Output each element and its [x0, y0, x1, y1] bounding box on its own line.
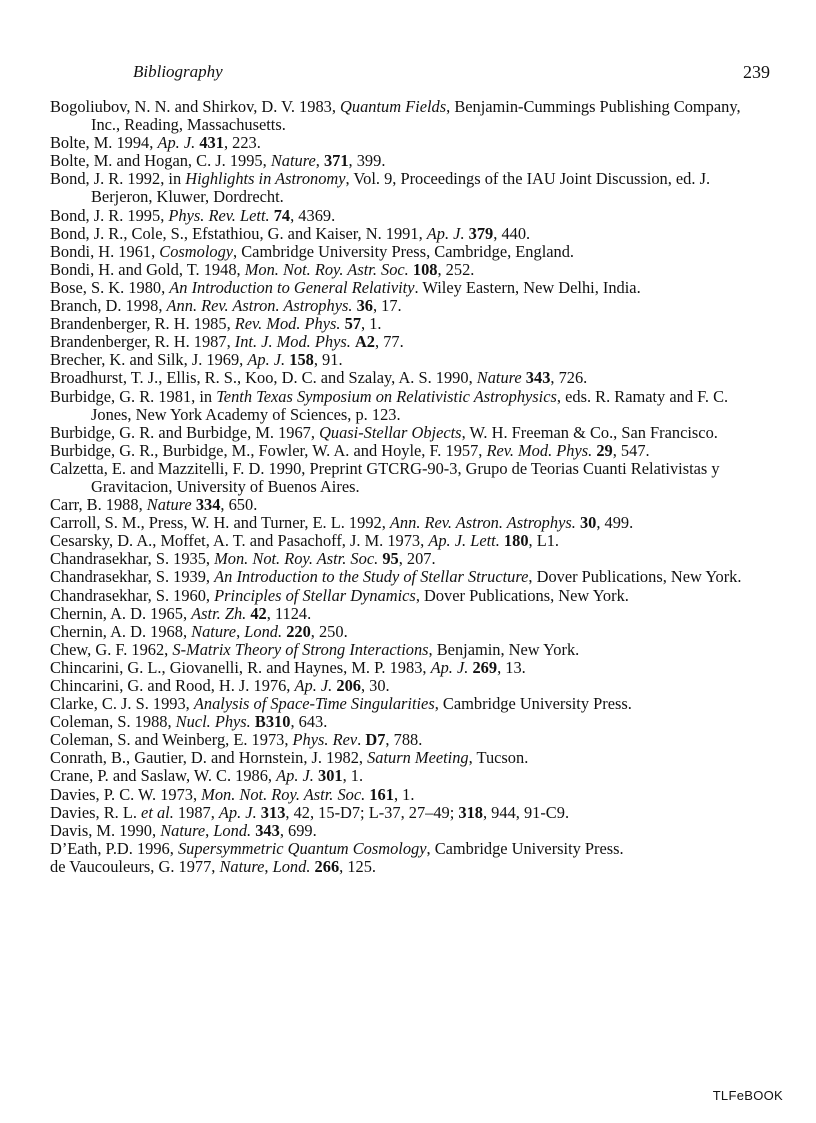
reference-text: Coleman, S. and Weinberg, E. 1973,: [50, 730, 293, 750]
reference-title: Mon. Not. Roy. Astr. Soc.: [214, 549, 379, 569]
reference-volume: 269: [472, 657, 498, 677]
reference-text: 1987,: [173, 802, 219, 822]
reference-volume: 42: [250, 603, 267, 623]
reference-volume: 158: [289, 350, 314, 370]
reference-entry: [50, 568, 772, 586]
reference-text: , 499.: [596, 513, 634, 533]
reference-volume: 343: [255, 820, 280, 840]
reference-title: S-Matrix Theory of Strong Interactions: [172, 639, 429, 659]
reference-title: Ann. Rev. Astron. Astrophys.: [389, 513, 576, 533]
reference-entry: [50, 351, 772, 369]
reference-text: , Cambridge University Press.: [426, 838, 624, 858]
reference-text: , 650.: [220, 495, 258, 515]
reference-entry: [50, 804, 772, 822]
reference-title: Phys. Rev: [292, 730, 358, 750]
reference-entry: [50, 315, 772, 333]
reference-volume: 266: [314, 856, 340, 876]
reference-entry: [50, 442, 772, 460]
reference-entry: [50, 496, 772, 514]
reference-volume: 36: [356, 296, 373, 316]
reference-title: Highlights in Astronomy: [185, 169, 346, 189]
reference-text: Bose, S. K. 1980,: [50, 277, 170, 297]
reference-text: , Dover Publications, New York.: [528, 567, 742, 587]
reference-title: Ap. J.: [276, 766, 314, 786]
reference-title: Nature: [160, 820, 206, 840]
reference-text: Burbidge, G. R., Burbidge, M., Fowler, W. A. and Hoyle, F. 1957,: [50, 440, 487, 460]
reference-volume: 431: [199, 133, 224, 153]
reference-volume: 313: [260, 802, 286, 822]
reference-entry: [50, 514, 772, 532]
reference-text: , 13.: [497, 657, 526, 677]
reference-title: Ap. J.: [426, 223, 465, 243]
reference-text: Bond, J. R., Cole, S., Efstathiou, G. and Kaiser, N. 1991,: [50, 223, 427, 243]
reference-volume: 343: [525, 368, 551, 388]
reference-title: Astr. Zh.: [191, 603, 247, 623]
reference-title: Ann. Rev. Astron. Astrophys.: [166, 296, 353, 316]
reference-title: Nature: [476, 368, 522, 388]
reference-title: Nature: [270, 151, 316, 171]
reference-title: Principles of Stellar Dynamics: [214, 585, 416, 605]
reference-title: Nature: [219, 856, 265, 876]
reference-entry: [50, 731, 772, 749]
reference-text: , 944, 91-C9.: [482, 802, 570, 822]
reference-text: , Cambridge University Press, Cambridge, England.: [233, 241, 575, 261]
reference-volume: 301: [318, 766, 343, 786]
reference-text: , 699.: [279, 820, 317, 840]
reference-text: , W. H. Freeman & Co., San Francisco.: [461, 422, 718, 442]
reference-volume: D7: [365, 730, 386, 750]
reference-text: , 788.: [385, 730, 423, 750]
reference-entry: [50, 388, 772, 424]
reference-text: , 250.: [310, 621, 348, 641]
reference-text: , 91.: [313, 350, 343, 370]
reference-entry: [50, 749, 772, 767]
reference-text: Brecher, K. and Silk, J. 1969,: [50, 350, 248, 370]
reference-volume: 371: [323, 151, 349, 171]
reference-entry: [50, 677, 772, 695]
reference-text: , 223.: [223, 133, 261, 153]
reference-text: Calzetta, E. and Mazzitelli, F. D. 1990, Preprint GTCRG-90-3, Grupo de Teorias Cuanti Relativistas y Gravitacion, University of Buenos Aires.: [50, 458, 720, 496]
reference-entry: [50, 822, 772, 840]
reference-text: , Vol. 9, Proceedings of the IAU Joint Discussion, ed. J. Berjeron, Kluwer, Dordrecht.: [91, 169, 711, 207]
reference-volume: 95: [382, 549, 399, 569]
reference-title: Lond.: [244, 621, 283, 641]
reference-title: Ap. J.: [294, 676, 333, 695]
reference-entry: [50, 98, 772, 134]
reference-volume: 57: [344, 314, 362, 334]
reference-text: Davies, R. L.: [50, 802, 142, 822]
reference-volume: B310: [254, 712, 291, 732]
reference-text: Bondi, H. 1961,: [50, 241, 160, 261]
reference-text: , 1.: [342, 766, 364, 786]
reference-text: , 77.: [375, 332, 404, 352]
reference-text: Bolte, M. and Hogan, C. J. 1995,: [50, 151, 271, 171]
reference-title: Lond.: [272, 856, 311, 876]
reference-text: .: [357, 730, 366, 750]
reference-text: , 125.: [339, 856, 377, 876]
reference-text: , 547.: [612, 440, 650, 460]
reference-text: , Dover Publications, New York.: [415, 585, 629, 605]
reference-text: Branch, D. 1998,: [50, 296, 167, 316]
reference-volume: 29: [596, 440, 613, 460]
reference-text: , 1.: [361, 314, 382, 334]
watermark-label: TLFeBOOK: [712, 1088, 783, 1103]
reference-text: Chandrasekhar, S. 1960,: [50, 585, 215, 605]
reference-text: Davis, M. 1990,: [50, 820, 161, 840]
reference-title: Analysis of Space-Time Singularities: [193, 694, 435, 714]
reference-text: Broadhurst, T. J., Ellis, R. S., Koo, D. C. and Szalay, A. S. 1990,: [50, 368, 477, 388]
reference-title: Nature: [146, 495, 192, 515]
reference-volume: 161: [369, 784, 394, 804]
reference-text: Coleman, S. 1988,: [50, 712, 176, 732]
reference-title: Ap. J. Lett.: [428, 531, 500, 551]
reference-text: Chincarini, G. L., Giovanelli, R. and Haynes, M. P. 1983,: [50, 657, 431, 677]
reference-text: Chandrasekhar, S. 1939,: [50, 567, 215, 587]
reference-entry: [50, 840, 772, 858]
reference-entry: [50, 659, 772, 677]
reference-entry: [50, 858, 772, 876]
reference-text: Chandrasekhar, S. 1935,: [50, 549, 215, 569]
reference-text: , 726.: [550, 368, 588, 388]
reference-entry: [50, 767, 772, 785]
reference-entry: [50, 641, 772, 659]
reference-text: , 643.: [290, 712, 328, 732]
reference-text: , 207.: [398, 549, 436, 569]
reference-title: Supersymmetric Quantum Cosmology: [177, 838, 427, 858]
reference-text: , 1124.: [266, 603, 312, 623]
reference-title: Ap. J.: [157, 133, 196, 153]
reference-text: , 30.: [360, 676, 390, 695]
reference-volume: 30: [579, 513, 597, 533]
reference-text: Bolte, M. 1994,: [50, 133, 158, 153]
reference-entry: [50, 279, 772, 297]
reference-volume: 379: [468, 223, 494, 243]
reference-text: D’Eath, P.D. 1996,: [50, 838, 178, 858]
reference-text: Chernin, A. D. 1965,: [50, 603, 192, 623]
reference-text: Bond, J. R. 1992, in: [50, 169, 186, 189]
reference-text: Bond, J. R. 1995,: [50, 205, 169, 225]
reference-title: An Introduction to the Study of Stellar Structure: [214, 567, 529, 587]
reference-title: Quasi-Stellar Objects: [319, 422, 462, 442]
reference-title: Saturn Meeting: [367, 748, 469, 768]
reference-entry: [50, 532, 772, 550]
reference-entry: [50, 623, 772, 641]
reference-title: Ap. J.: [430, 657, 469, 677]
reference-title: Int. J. Mod. Phys.: [234, 332, 351, 352]
running-header: [133, 60, 770, 84]
reference-title: Phys. Rev. Lett.: [168, 205, 270, 225]
reference-text: Chew, G. F. 1962,: [50, 639, 173, 659]
reference-entry: [50, 369, 772, 387]
reference-volume: A2: [354, 332, 375, 352]
reference-entry: [50, 261, 772, 279]
reference-entry: [50, 170, 772, 206]
reference-entry: [50, 786, 772, 804]
reference-entry: [50, 225, 772, 243]
reference-entry: [50, 297, 772, 315]
reference-text: Davies, P. C. W. 1973,: [50, 784, 202, 804]
reference-title: Lond.: [213, 820, 252, 840]
reference-title: Nature: [191, 621, 237, 641]
reference-text: Bondi, H. and Gold, T. 1948,: [50, 259, 245, 279]
reference-text: , 17.: [372, 296, 402, 316]
reference-entry: [50, 424, 772, 442]
reference-text: . Wiley Eastern, New Delhi, India.: [414, 277, 641, 297]
reference-text: , Benjamin, New York.: [428, 639, 580, 659]
reference-title: Rev. Mod. Phys.: [486, 440, 593, 460]
reference-text: Cesarsky, D. A., Moffet, A. T. and Pasachoff, J. M. 1973,: [50, 531, 429, 551]
reference-title: Quantum Fields: [340, 97, 447, 116]
reference-entry: [50, 207, 772, 225]
reference-entry: [50, 587, 772, 605]
reference-title: et al.: [141, 802, 174, 822]
reference-text: Carr, B. 1988,: [50, 495, 147, 515]
reference-text: Brandenberger, R. H. 1985,: [50, 314, 235, 334]
reference-entry: [50, 550, 772, 568]
reference-text: Bogoliubov, N. N. and Shirkov, D. V. 1983,: [50, 97, 341, 116]
reference-text: ,: [315, 151, 324, 171]
reference-volume: 334: [195, 495, 221, 515]
reference-text: Clarke, C. J. S. 1993,: [50, 694, 194, 714]
reference-title: Mon. Not. Roy. Astr. Soc.: [201, 784, 366, 804]
reference-text: ,: [205, 820, 214, 840]
reference-text: , 399.: [348, 151, 386, 171]
reference-text: , 1.: [393, 784, 415, 804]
reference-text: , Benjamin-Cummings Publishing Company, Inc., Reading, Massachusetts.: [91, 97, 741, 135]
reference-title: Cosmology: [159, 241, 234, 261]
reference-entry: [50, 152, 772, 170]
reference-text: Conrath, B., Gautier, D. and Hornstein, J. 1982,: [50, 748, 368, 768]
reference-title: Rev. Mod. Phys.: [234, 314, 341, 334]
reference-title: Nucl. Phys.: [175, 712, 251, 732]
reference-text: , 440.: [493, 223, 531, 243]
reference-text: , Tucson.: [468, 748, 529, 768]
reference-entry: [50, 243, 772, 261]
reference-title: An Introduction to General Relativity: [169, 277, 415, 297]
page-number: 239: [743, 62, 770, 82]
reference-text: Chincarini, G. and Rood, H. J. 1976,: [50, 676, 295, 695]
reference-text: ,: [236, 621, 245, 641]
reference-volume: 318: [458, 802, 483, 822]
reference-text: Chernin, A. D. 1968,: [50, 621, 192, 641]
reference-title: Tenth Texas Symposium on Relativistic Astrophysics: [216, 386, 557, 406]
reference-volume: 108: [412, 259, 438, 279]
reference-volume: 74: [273, 205, 291, 225]
reference-text: Brandenberger, R. H. 1987,: [50, 332, 235, 352]
reference-text: , L1.: [528, 531, 560, 551]
reference-entry: [50, 460, 772, 496]
reference-text: , Cambridge University Press.: [434, 694, 632, 714]
reference-text: , 4369.: [290, 205, 336, 225]
reference-text: Burbidge, G. R. 1981, in: [50, 386, 217, 406]
reference-entry: [50, 695, 772, 713]
reference-entry: [50, 605, 772, 623]
reference-entry: [50, 333, 772, 351]
reference-title: Ap. J.: [218, 802, 257, 822]
reference-text: Carroll, S. M., Press, W. H. and Turner, E. L. 1992,: [50, 513, 390, 533]
reference-title: Ap. J.: [247, 350, 286, 370]
reference-volume: 206: [336, 676, 361, 695]
reference-entry: [50, 134, 772, 152]
reference-text: Crane, P. and Saslaw, W. C. 1986,: [50, 766, 277, 786]
running-title: Bibliography: [133, 62, 223, 81]
reference-title: Mon. Not. Roy. Astr. Soc.: [244, 259, 409, 279]
bibliography-list: [50, 98, 772, 876]
reference-entry: [50, 713, 772, 731]
reference-text: , 252.: [437, 259, 475, 279]
reference-text: Burbidge, G. R. and Burbidge, M. 1967,: [50, 422, 320, 442]
reference-text: de Vaucouleurs, G. 1977,: [50, 856, 220, 876]
reference-volume: 220: [286, 621, 311, 641]
reference-volume: 180: [503, 531, 529, 551]
reference-text: , 42, 15-D7; L-37, 27–49;: [285, 802, 459, 822]
reference-text: ,: [264, 856, 273, 876]
reference-text: , eds. R. Ramaty and F. C. Jones, New York Academy of Sciences, p. 123.: [91, 386, 729, 424]
